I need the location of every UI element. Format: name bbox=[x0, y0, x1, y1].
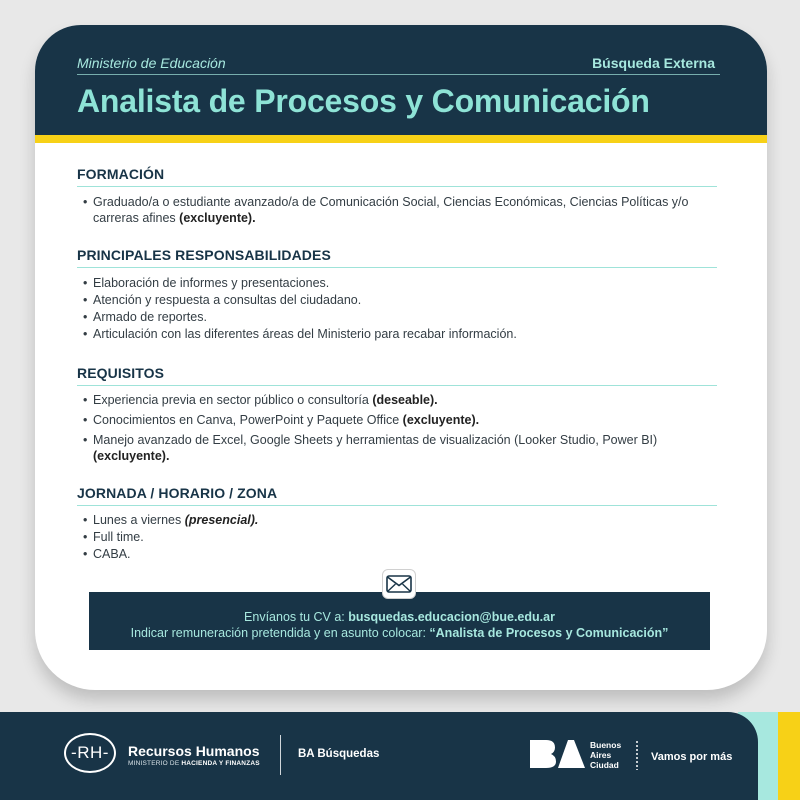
list-item: • Articulación con las diferentes áreas del Ministerio para recabar información. bbox=[83, 326, 723, 342]
list-item: • CABA. bbox=[83, 546, 723, 562]
ba-logo bbox=[528, 738, 586, 770]
yellow-stripe bbox=[35, 135, 767, 143]
list-item: • Full time. bbox=[83, 529, 723, 545]
contact-line-subject: Indicar remuneración pretendida y en asunto colocar: “Analista de Procesos y Comunicación” bbox=[130, 626, 669, 640]
footer-accent-yellow bbox=[778, 712, 800, 800]
section-title-requisitos: REQUISITOS bbox=[77, 365, 717, 386]
list-item: • Manejo avanzado de Excel, Google Sheets y herramientas de visualización (Looker Studio, Power BI) (excluyente). bbox=[83, 432, 723, 464]
rh-name: Recursos Humanos bbox=[128, 743, 260, 759]
footer-divider bbox=[280, 735, 281, 775]
list-responsabilidades bbox=[83, 275, 723, 343]
contact-line-email: Envíanos tu CV a: busquedas.educacion@bue.edu.ar bbox=[244, 610, 555, 624]
rh-subtitle: MINISTERIO DE HACIENDA Y FINANZAS bbox=[128, 760, 260, 767]
rh-logo: -RH- bbox=[64, 733, 116, 773]
job-title: Analista de Procesos y Comunicación bbox=[77, 83, 650, 119]
tagline: Vamos por más bbox=[651, 751, 733, 763]
busqueda-type: Búsqueda Externa bbox=[592, 55, 715, 71]
list-item: • Graduado/a o estudiante avanzado/a de Comunicación Social, Ciencias Económicas, Ciencias Políticas y/o carreras afines (excluyente). bbox=[83, 194, 723, 226]
list-item: • Conocimientos en Canva, PowerPoint y Paquete Office (excluyente). bbox=[83, 412, 723, 428]
contact-email[interactable]: busquedas.educacion@bue.edu.ar bbox=[348, 610, 555, 624]
section-title-jornada: JORNADA / HORARIO / ZONA bbox=[77, 485, 717, 506]
list-item: • Lunes a viernes (presencial). bbox=[83, 512, 723, 528]
envelope-icon bbox=[382, 569, 416, 599]
list-item: • Experiencia previa en sector público o consultoría (deseable). bbox=[83, 392, 723, 408]
ministerio-label: Ministerio de Educación bbox=[77, 55, 226, 71]
header-divider bbox=[77, 74, 720, 75]
list-formacion bbox=[83, 194, 723, 227]
list-jornada bbox=[83, 512, 723, 563]
section-title-formacion: FORMACIÓN bbox=[77, 166, 717, 187]
section-title-responsabilidades: PRINCIPALES RESPONSABILIDADES bbox=[77, 247, 717, 268]
job-card bbox=[35, 25, 767, 690]
contact-box bbox=[89, 592, 710, 650]
list-item: • Atención y respuesta a consultas del ciudadano. bbox=[83, 292, 723, 308]
ba-wordmark: Buenos Aires Ciudad bbox=[590, 740, 622, 770]
ba-busquedas-label: BA Búsquedas bbox=[298, 748, 380, 760]
dotted-divider bbox=[636, 740, 638, 770]
list-item: • Elaboración de informes y presentaciones. bbox=[83, 275, 723, 291]
list-item: • Armado de reportes. bbox=[83, 309, 723, 325]
list-requisitos bbox=[83, 392, 723, 465]
